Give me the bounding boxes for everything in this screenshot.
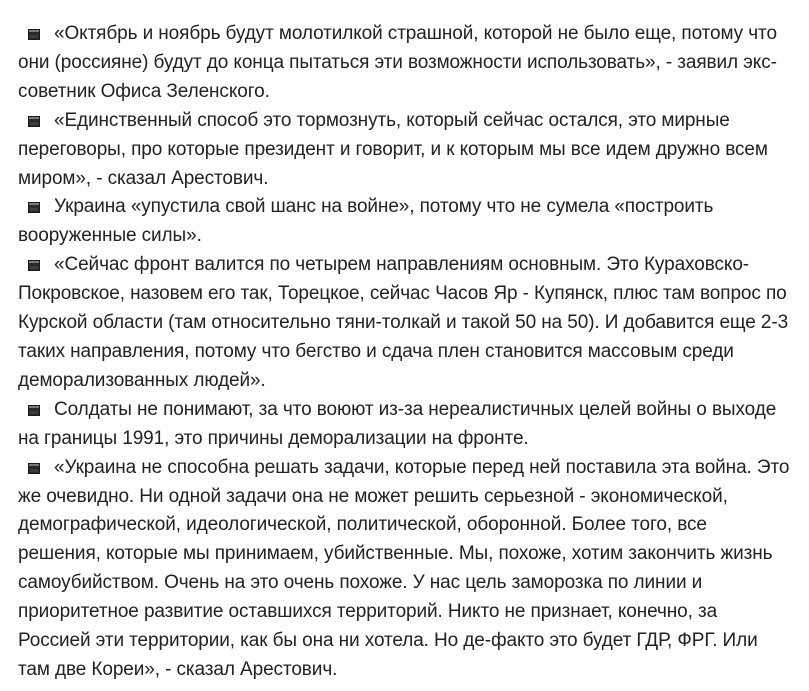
paragraph-2 bbox=[18, 107, 794, 194]
paragraph-6 bbox=[18, 454, 794, 685]
paragraph-text: «Октябрь и ноябрь будут молотилкой страшной, которой не было еще, потому что они (россияне) будут до конца пытаться эти возможности использовать», - заявил экс-советник Офиса Зеленского. bbox=[18, 23, 777, 102]
paragraph-4 bbox=[18, 251, 794, 396]
news-text-block bbox=[18, 20, 794, 685]
paragraph-1 bbox=[18, 20, 794, 107]
black-square-button-icon bbox=[28, 116, 40, 127]
paragraph-text: Украина «упустила свой шанс на войне», потому что не сумела «построить вооруженные силы». bbox=[18, 196, 714, 247]
black-square-button-icon bbox=[28, 29, 40, 40]
black-square-button-icon bbox=[28, 463, 40, 474]
paragraph-text: «Единственный способ это тормознуть, который сейчас остался, это мирные переговоры, про которые президент и говорит, и к которым мы все идем дружно всем миром», - сказал Арестович. bbox=[18, 109, 768, 189]
paragraph-text: «Украина не способна решать задачи, которые перед ней поставила эта война. Это же очевидно. Ни одной задачи она не может решить серьезной - экономической, демографической, идеологической, политической, оборонной. Более того, все решения, которые мы принимаем, убийственные. Мы, похоже, хотим закончить жизнь самоубийством. Очень на это очень похоже. У нас цель заморозка по линии и приоритетное развитие оставшихся территорий. Никто не признает, конечно, за Россией эти территории, как бы она ни хотела. Но де-факто это будет ГДР, ФРГ. Или там две Кореи», - сказал Арестович. bbox=[18, 456, 790, 680]
black-square-button-icon bbox=[28, 405, 40, 416]
paragraph-3 bbox=[18, 193, 794, 251]
black-square-button-icon bbox=[28, 202, 40, 213]
black-square-button-icon bbox=[28, 260, 40, 271]
paragraph-text: Солдаты не понимают, за что воюют из-за нереалистичных целей войны о выходе на границы 1991, это причины деморализации на фронте. bbox=[18, 398, 777, 449]
paragraph-5 bbox=[18, 396, 794, 454]
paragraph-text: «Сейчас фронт валится по четырем направлениям основным. Это Кураховско-Покровское, назовем его так, Торецкое, сейчас Часов Яр - Купянск, плюс там вопрос по Курской области (там относительно тяни-толкай и такой 50 на 50). И добавится еще 2-3 таких направления, потому что бегство и сдача плен становится массовым среди деморализованных людей». bbox=[18, 254, 789, 391]
